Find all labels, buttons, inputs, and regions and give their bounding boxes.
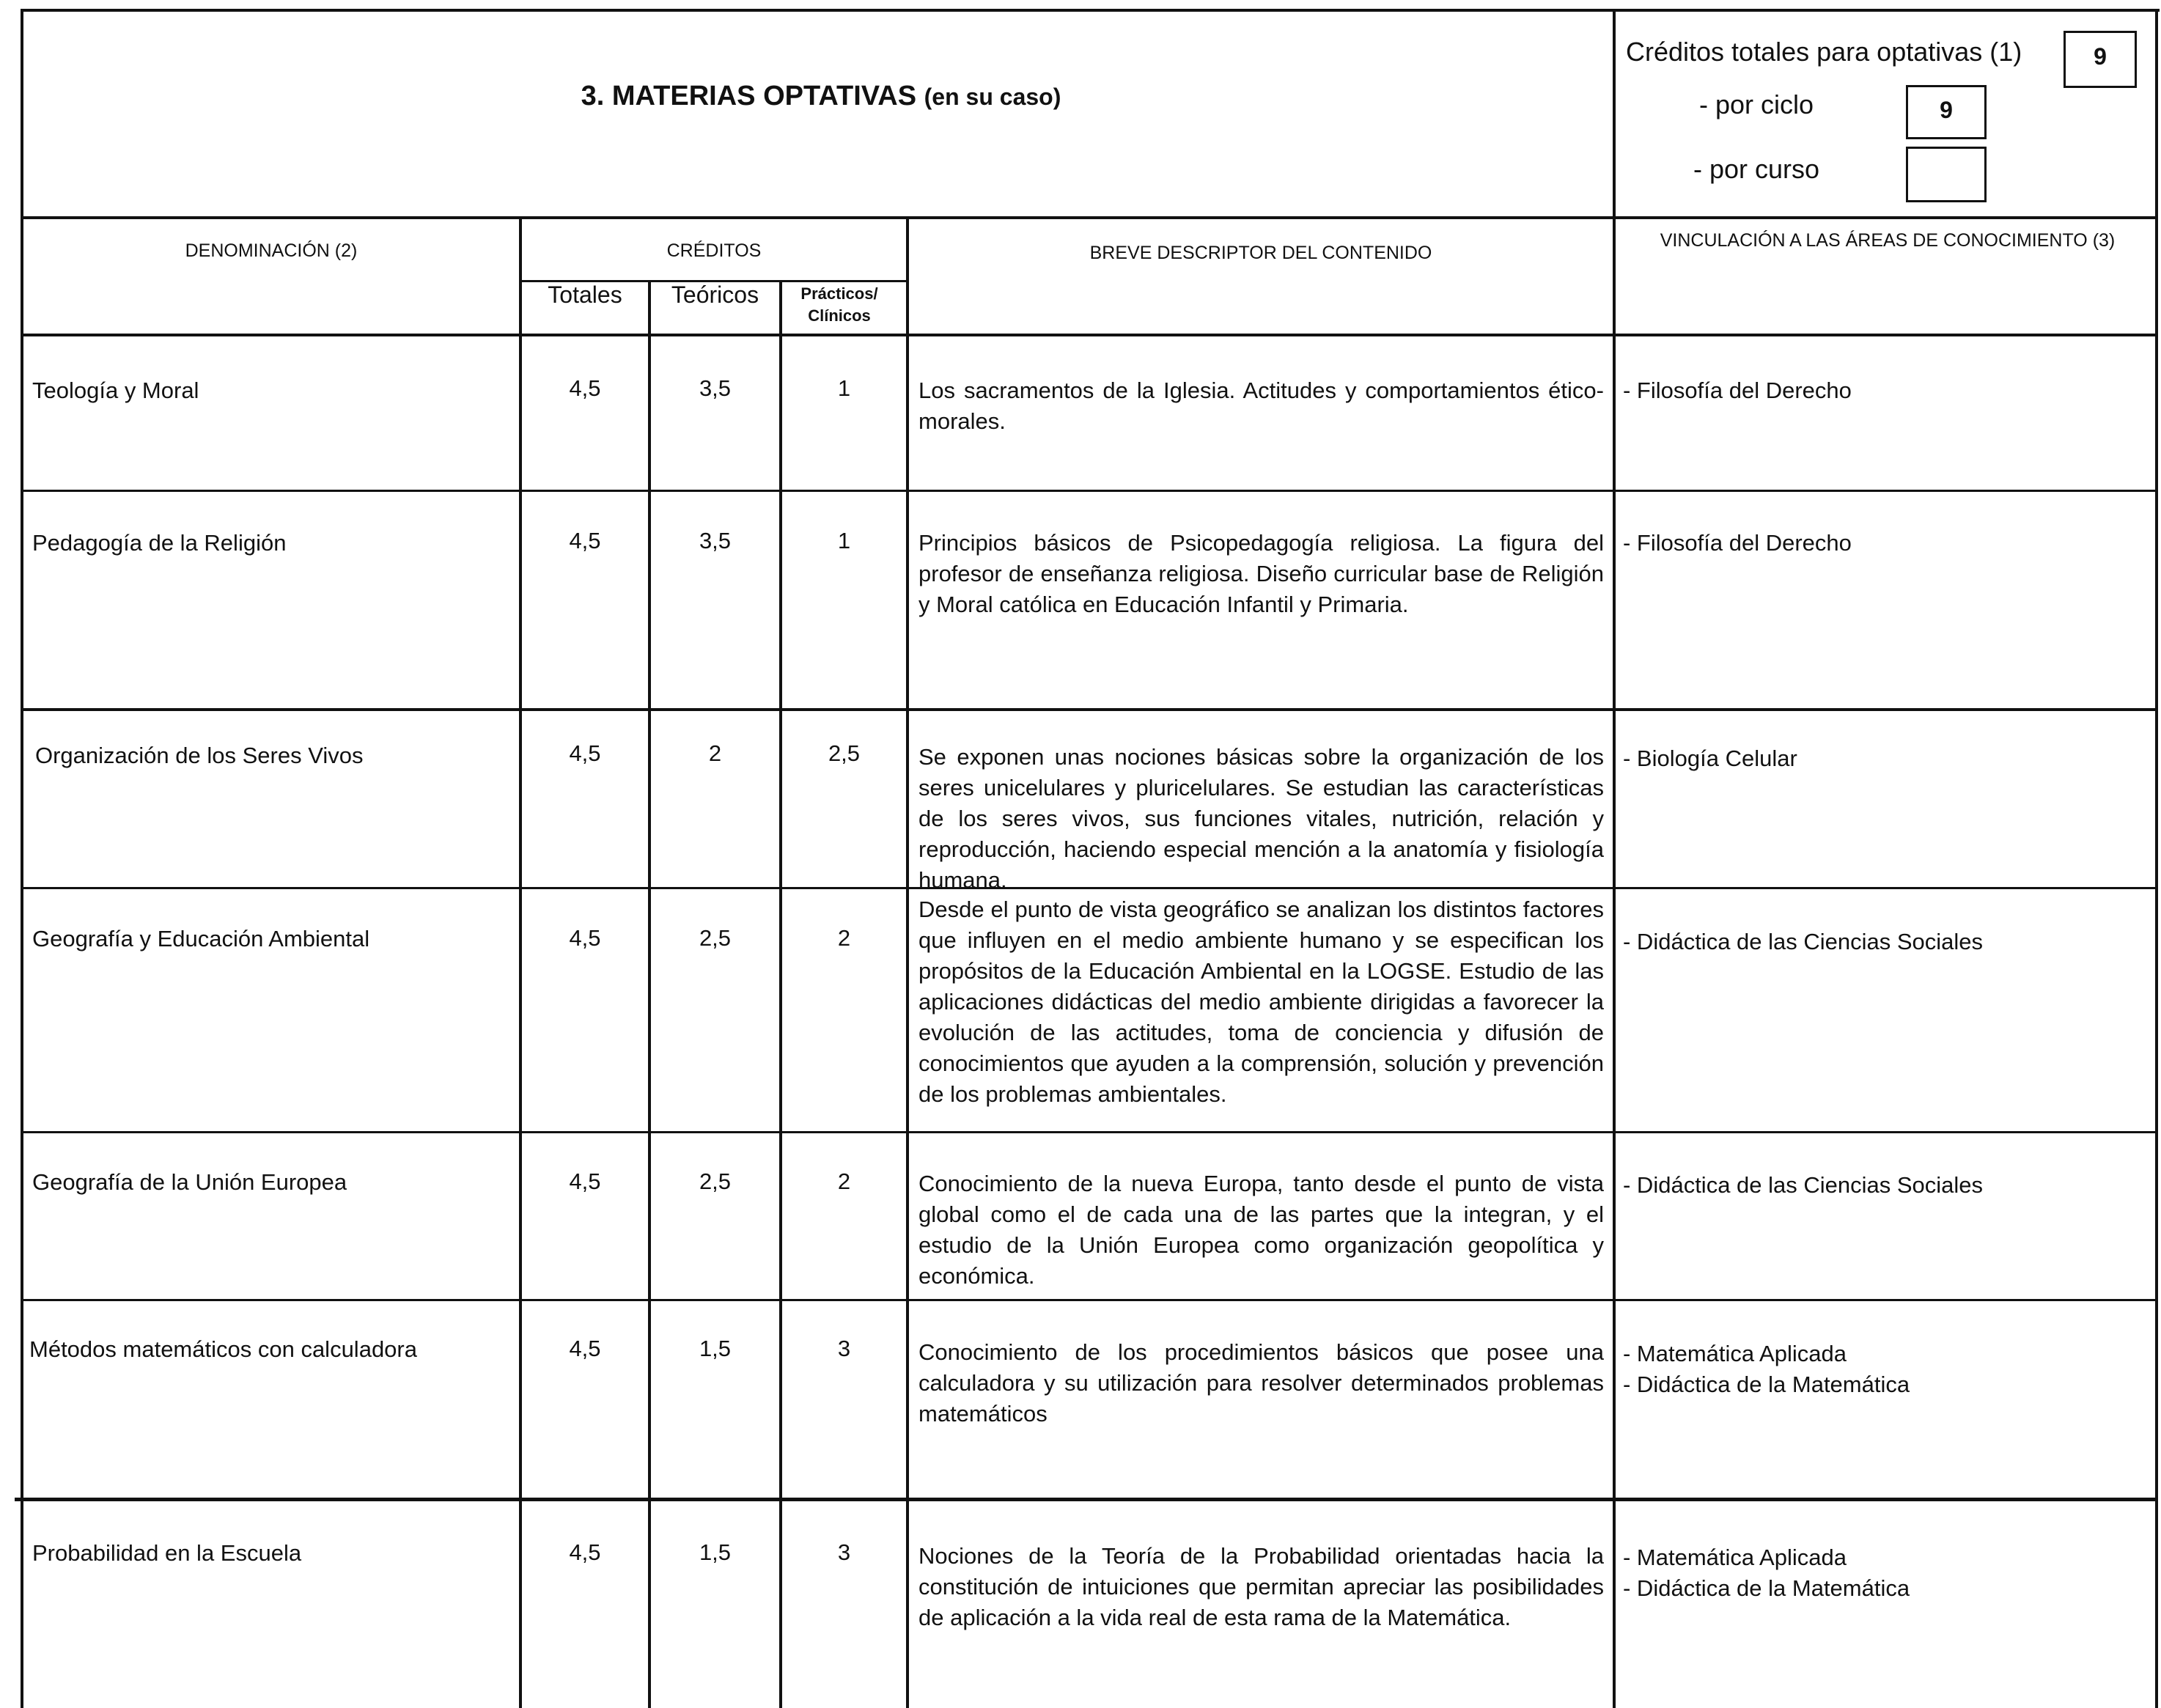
area-item: - Didáctica de las Ciencias Sociales — [1623, 1172, 1984, 1198]
title-main: 3. MATERIAS OPTATIVAS — [581, 81, 917, 111]
por-curso-box — [1906, 147, 1987, 202]
subject-name: Geografía de la Unión Europea — [32, 1169, 347, 1195]
subject-name: Probabilidad en la Escuela — [32, 1540, 302, 1566]
area-item: - Didáctica de la Matemática — [1623, 1575, 1910, 1601]
subject-name: Pedagogía de la Religión — [32, 530, 287, 556]
credits-teoricos: 1,5 — [699, 1336, 732, 1361]
subject-name: Geografía y Educación Ambiental — [32, 926, 370, 951]
header-divider — [1613, 9, 1616, 1708]
por-ciclo-label: - por ciclo — [1699, 89, 1814, 119]
col-header-vinculacion: VINCULACIÓN A LAS ÁREAS DE CONOCIMIENTO (3) — [1660, 230, 2116, 251]
subject-name: Organización de los Seres Vivos — [35, 743, 364, 768]
subject-name: Teología y Moral — [32, 378, 199, 403]
row-separator — [21, 708, 2158, 711]
area-item: - Matemática Aplicada — [1623, 1545, 1847, 1570]
area-list — [1623, 528, 2151, 559]
por-ciclo-box — [1906, 85, 1987, 139]
content-descriptor: Conocimiento de los procedimientos básicos que posee una calculadora y su utilización para resolver determinados problemas matemáticos — [918, 1339, 1604, 1427]
area-item: - Matemática Aplicada — [1623, 1341, 1847, 1366]
credits-teoricos: 3,5 — [699, 375, 732, 401]
credits-teoricos: 3,5 — [699, 528, 732, 553]
row-separator — [21, 1131, 2158, 1133]
area-item: - Filosofía del Derecho — [1623, 530, 1852, 556]
content-descriptor: Se exponen unas nociones básicas sobre la organización de los seres unicelulares y pluricelulares. Se estudian las características de los seres vivos, sus funciones vitales, nutrición, relación y reproducción, haciendo especial mención a la anatomía y fisiología humana. — [918, 744, 1604, 893]
row-separator — [21, 1299, 2158, 1301]
credits-practicos: 3 — [837, 1539, 851, 1565]
col-header-creditos: CRÉDITOS — [666, 240, 762, 261]
row-separator — [21, 490, 2158, 492]
credits-practicos: 2 — [837, 1168, 851, 1194]
creditos-totales-value: 9 — [2094, 43, 2107, 70]
credits-practicos: 2,5 — [828, 740, 861, 766]
title-suffix: (en su caso) — [924, 84, 1061, 110]
col-header-totales: Totales — [548, 281, 622, 308]
col-header-practicos: Prácticos/ Clínicos — [800, 284, 878, 325]
credits-practicos: 3 — [837, 1336, 851, 1361]
area-item: - Didáctica de la Matemática — [1623, 1372, 1910, 1397]
credits-teoricos: 2,5 — [699, 925, 732, 951]
area-item: - Biología Celular — [1623, 746, 1797, 771]
col-divider-totales — [648, 282, 651, 1708]
credits-practicos: 2 — [837, 925, 851, 951]
row-separator — [15, 1498, 2158, 1501]
col-divider-creditos — [906, 216, 909, 1708]
column-header-bottom-border — [21, 334, 2158, 336]
por-curso-label: - por curso — [1693, 154, 1820, 184]
area-list — [1623, 1542, 2151, 1604]
col-header-teoricos: Teóricos — [671, 281, 759, 308]
creditos-totales-box — [2064, 31, 2137, 88]
content-descriptor: Nociones de la Teoría de la Probabilidad orientadas hacia la constitución de intuiciones que permitan apreciar las posibilidades de aplicación a la vida real de esta rama de la Matemática. — [918, 1543, 1604, 1630]
credits-teoricos: 1,5 — [699, 1539, 732, 1565]
content-descriptor: Principios básicos de Psicopedagogía religiosa. La figura del profesor de enseñanza religiosa. Diseño curricular base de Religión y Moral católica en Educación Infantil y Primaria. — [918, 530, 1604, 617]
col-divider-teoricos — [779, 282, 782, 1708]
credits-teoricos: 2,5 — [699, 1168, 732, 1194]
page-title — [29, 81, 1613, 112]
col-header-descriptor: BREVE DESCRIPTOR DEL CONTENIDO — [1089, 243, 1432, 263]
col-header-denominacion: DENOMINACIÓN (2) — [185, 240, 358, 261]
area-item: - Didáctica de las Ciencias Sociales — [1623, 929, 1984, 954]
subject-name: Métodos matemáticos con calculadora — [29, 1336, 417, 1362]
col-divider-name — [519, 216, 522, 1708]
area-list — [1623, 1339, 2151, 1400]
area-list — [1623, 375, 2151, 406]
credits-practicos: 1 — [837, 528, 851, 553]
credits-totales: 4,5 — [569, 925, 601, 951]
content-descriptor: Los sacramentos de la Iglesia. Actitudes y comportamientos ético-morales. — [918, 378, 1604, 434]
area-item: - Filosofía del Derecho — [1623, 378, 1852, 403]
content-descriptor: Conocimiento de la nueva Europa, tanto desde el punto de vista global como el de cada una de las partes que la integran, y el estudio de la Unión Europea como organización geopolítica y económica. — [918, 1171, 1604, 1289]
credits-teoricos: 2 — [708, 740, 722, 766]
credits-totales: 4,5 — [569, 740, 601, 766]
area-list — [1623, 927, 2151, 957]
credits-totales: 4,5 — [569, 375, 601, 401]
left-border — [21, 9, 23, 1708]
por-ciclo-value: 9 — [1940, 97, 1953, 123]
top-border — [21, 9, 2160, 12]
creditos-totales-label: Créditos totales para optativas (1) — [1626, 37, 2022, 67]
credits-totales: 4,5 — [569, 1168, 601, 1194]
credits-practicos: 1 — [837, 375, 851, 401]
credits-totales: 4,5 — [569, 1539, 601, 1565]
header-bottom-border — [21, 216, 2158, 219]
content-descriptor: Desde el punto de vista geográfico se analizan los distintos factores que influyen en el medio ambiente humano y se especifican los propósitos de la Educación Ambiental en la LOGSE. Estudio de las aplicaciones didácticas del medio ambiente dirigidas a favorecer la evolución de las actitudes, toma de conciencia y difusión de conocimientos que ayuden a la comprensión, solución y prevención de los problemas ambientales. — [918, 897, 1604, 1107]
area-list — [1623, 1170, 2151, 1201]
area-list — [1623, 743, 2151, 774]
credits-totales: 4,5 — [569, 1336, 601, 1361]
right-border — [2155, 9, 2158, 1708]
credits-totales: 4,5 — [569, 528, 601, 553]
